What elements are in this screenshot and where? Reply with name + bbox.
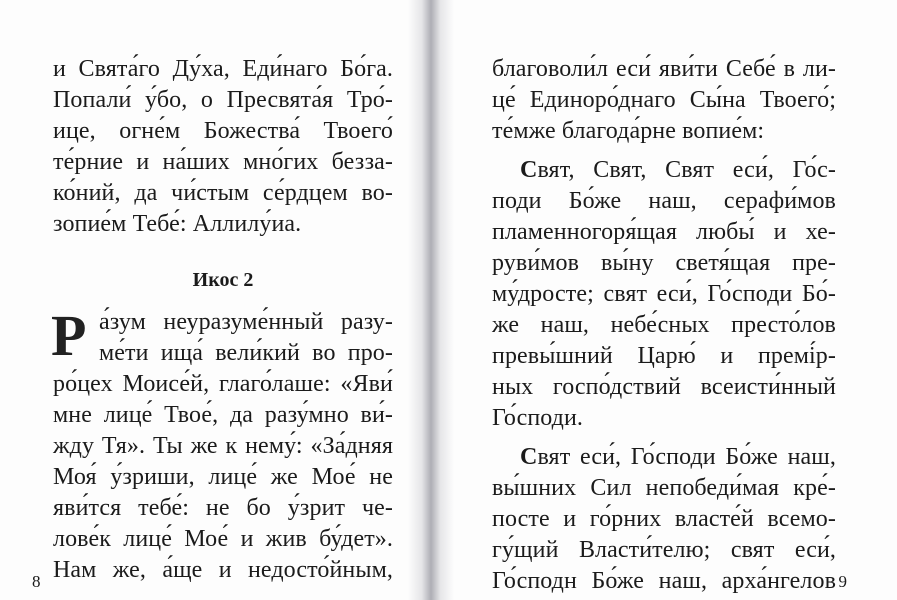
text-line: Го́сподн Бо́же наш, арха́нгелов (492, 568, 836, 594)
text-line: Го́споди. (492, 405, 584, 431)
text-line: Нам же, а́ще и недосто́йным, (53, 557, 393, 583)
page-number-right: 9 (838, 572, 847, 591)
text-line: поди Бо́же наш, серафи́мов (492, 188, 836, 214)
text-line: же наш, небе́сных престо́лов (492, 312, 836, 338)
text-line: ице, огне́м Божества́ Твоего́ (53, 118, 393, 144)
text-line: зопие́м Тебе́: Аллилу́иа. (53, 211, 302, 237)
paragraph-first-line (492, 155, 836, 186)
right-text-block (492, 54, 836, 597)
text-line: Моя́ у́зриши, лице́ же Мое́ не (53, 464, 393, 490)
text-line: те́рние и на́ших мно́гих безза- (53, 149, 393, 175)
text-line: благоволи́л еси́ яви́ти Себе́ в ли- (492, 56, 836, 82)
paragraph-initial: С (520, 157, 538, 183)
paragraph-initial: С (520, 444, 538, 470)
text-line: руви́мов вы́ну светя́щая пре- (492, 250, 836, 276)
text-fragment: вят, Свят, Свят еси́, Го́с- (537, 157, 836, 183)
text-line: а́зум неуразуме́нный разу- (99, 309, 393, 335)
left-page (0, 0, 430, 600)
text-fragment: вят еси́, Го́споди Бо́же наш, (537, 444, 836, 470)
text-line: ро́цех Моисе́й, глаго́лаше: «Яви́ (53, 371, 393, 397)
text-line: ных госпо́дствий всеисти́нный (492, 374, 836, 400)
text-line: яви́тся тебе́: не бо у́зрит че- (53, 495, 393, 521)
text-line: пламенногоря́щая любы́ и хе- (492, 219, 836, 245)
text-line: лове́к лице́ Мое́ и жив бу́дет». (53, 526, 393, 552)
text-line: те́мже благода́рне вопие́м: (492, 118, 765, 144)
section-heading: Икос 2 (192, 269, 254, 291)
text-line: посте и го́рних власте́й всемо- (492, 506, 836, 532)
left-text-block (53, 54, 393, 586)
paragraph-first-line (492, 442, 836, 473)
text-line: ко́ний, да чи́стым се́рдцем во- (53, 180, 393, 206)
text-line: гу́щий Власти́телю; свят еси́, (492, 537, 836, 563)
dropcap-paragraph (51, 303, 393, 586)
text-line: ме́ти ища́ вели́кий во про- (99, 340, 393, 366)
text-line: вы́шних Сил непобеди́мая кре́- (492, 475, 836, 501)
text-line: и Свята́го Ду́ха, Еди́наго Бо́га. (53, 56, 393, 82)
text-line: превы́шний Царю́ и премі́р- (492, 343, 836, 369)
text-line: му́дросте; свят еси́, Го́споди Бо́- (492, 281, 836, 307)
text-line: Попали́ у́бо, о Пресвята́я Тро́- (53, 87, 393, 113)
text-line: мне лице́ Твое́, да разу́мно ви́- (53, 402, 393, 428)
dropcap-letter: Р (51, 303, 87, 368)
page-number-left: 8 (32, 572, 41, 591)
right-page (430, 0, 897, 600)
text-line: це́ Единоро́днаго Сы́на Твоего́; (492, 87, 836, 113)
text-line: жду Тя». Ты же к нему́: «За́дняя (53, 433, 393, 459)
